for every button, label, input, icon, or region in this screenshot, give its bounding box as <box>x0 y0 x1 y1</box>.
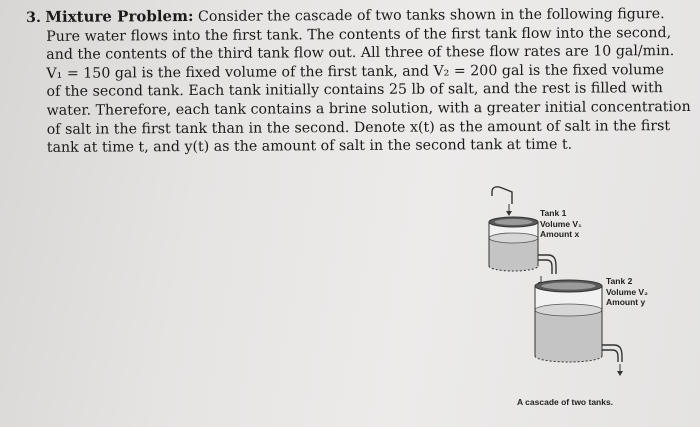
inlet-pipe <box>492 187 512 204</box>
problem-text-line: V₁ = 150 gal is the fixed volume of the first tank, and V₂ = 200 gal is the fixed volume <box>46 61 665 82</box>
problem-text-line: water. Therefore, each tank contains a brine solution, with a greater initial concentration <box>46 98 691 119</box>
tank-1-label <box>540 208 582 240</box>
problem-statement <box>26 4 691 158</box>
figure-caption: A cascade of two tanks. <box>517 397 614 407</box>
outflow-arrowhead <box>617 371 623 376</box>
tank-2-volume: Volume V₂ <box>606 286 648 297</box>
problem-text-line: tank at time t, and y(t) as the amount of salt in the second tank at time t. <box>46 136 573 157</box>
tank-1-outlet-pipe <box>538 255 556 274</box>
tank-2 <box>535 280 602 362</box>
tank-1 <box>489 217 538 271</box>
problem-text-line: of salt in the first tank than in the second. Denote x(t) as the amount of salt in the first <box>46 117 671 138</box>
tank-2-amount: Amount y <box>606 297 646 307</box>
inflow-arrowhead <box>506 211 512 216</box>
tank-2-label <box>606 276 648 308</box>
tank-1-volume: Volume V₁ <box>540 218 582 229</box>
tank-cascade-figure <box>480 182 700 422</box>
problem-text-line: and the contents of the third tank flow out. All three of these flow rates are 10 gal/min. <box>46 43 675 64</box>
problem-heading: Mixture Problem: <box>45 6 194 26</box>
problem-number: 3. <box>26 9 41 26</box>
tank-diagram <box>480 182 700 422</box>
tank-2-outlet-pipe <box>602 345 622 362</box>
tank-1-amount: Amount x <box>540 229 580 239</box>
problem-text-line: Pure water flows into the first tank. The contents of the first tank flow into the second, <box>46 24 672 45</box>
tank-2-name: Tank 2 <box>606 276 633 286</box>
problem-text-line: Consider the cascade of two tanks shown in the following figure. <box>197 6 665 25</box>
tank-1-name: Tank 1 <box>540 208 567 218</box>
problem-text-line: of the second tank. Each tank initially contains 25 lb of salt, and the rest is filled with <box>46 80 663 101</box>
